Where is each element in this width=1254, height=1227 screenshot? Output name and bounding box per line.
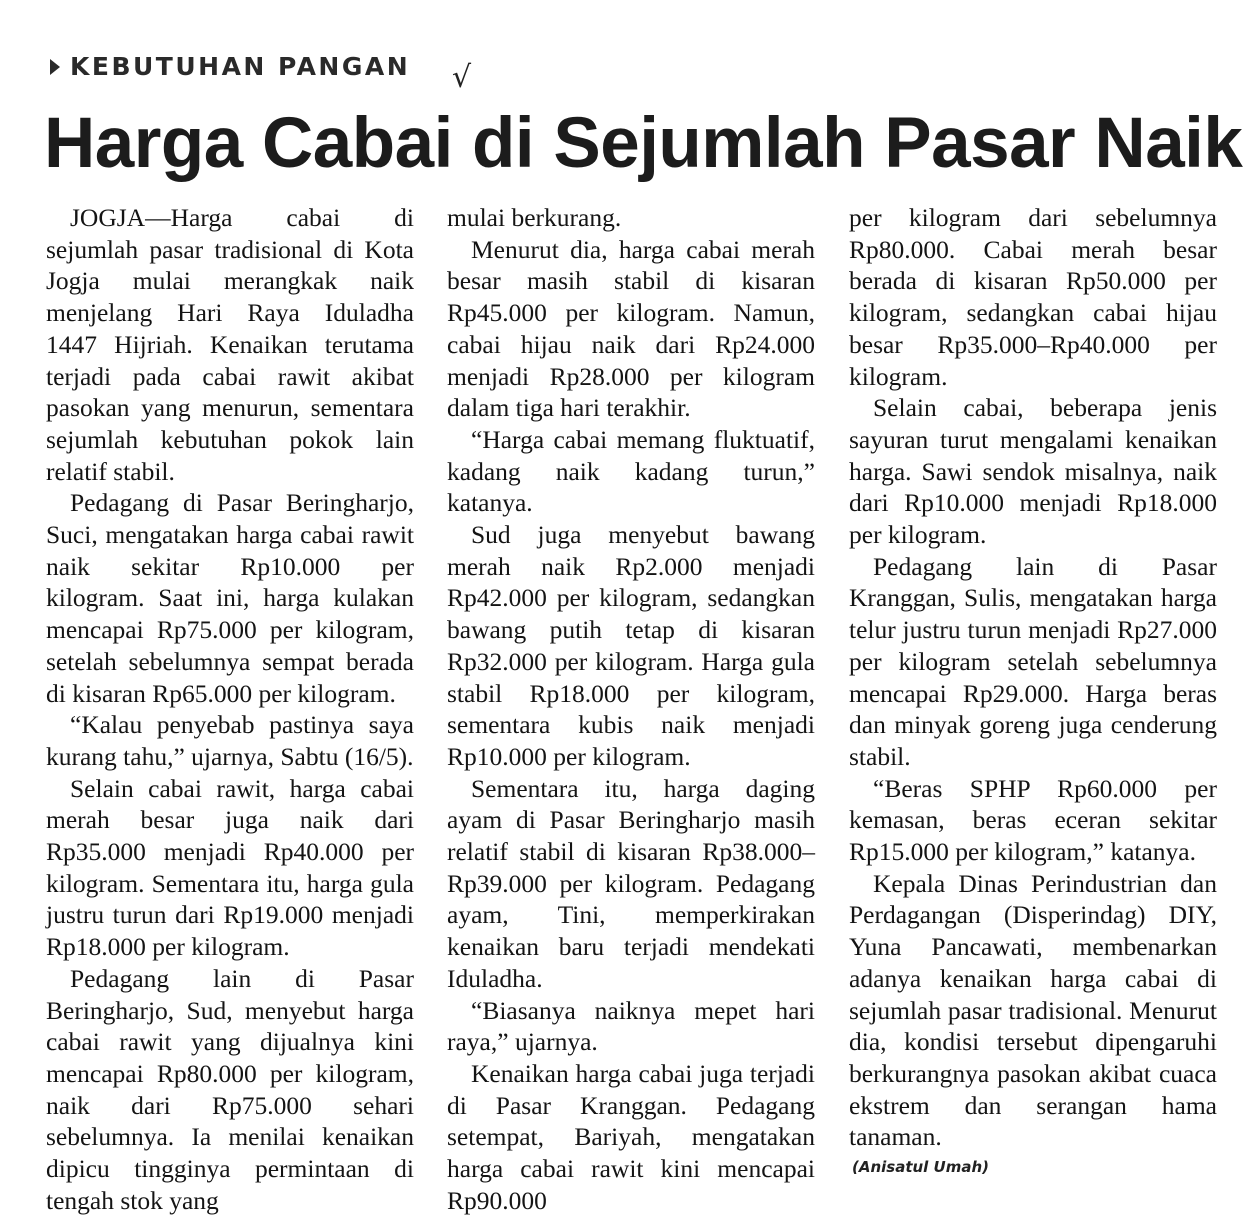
paragraph: “Biasanya naiknya mepet hari raya,” ujarnya. xyxy=(447,995,815,1057)
kicker-label: KEBUTUHAN PANGAN xyxy=(70,52,411,81)
paragraph: “Kalau penyebab pastinya saya kurang tahu,” ujarnya, Sabtu (16/5). xyxy=(46,710,414,771)
paragraph: Selain cabai rawit, harga cabai merah besar juga naik dari Rp35.000 menjadi Rp40.000 per kilogram. Sementara itu, harga gula justru turun dari Rp19.000 menjadi Rp18.000 per kilogram. xyxy=(46,773,414,962)
paragraph: “Beras SPHP Rp60.000 per kemasan, beras eceran sekitar Rp15.000 per kilogram,” katanya. xyxy=(849,773,1217,867)
handwritten-check-mark: √ xyxy=(452,60,472,95)
author-byline: (Anisatul Umah) xyxy=(852,1158,990,1176)
paragraph: Pedagang di Pasar Beringharjo, Suci, mengatakan harga cabai rawit naik sekitar Rp10.000 per kilogram. Saat ini, harga kulakan mencapai Rp75.000 per kilogram, setelah sebelumnya sempat berada di kisaran Rp65.000 per kilogram. xyxy=(46,488,414,708)
paragraph: mulai berkurang. xyxy=(447,203,622,232)
article-column-1 xyxy=(46,202,414,1217)
paragraph: Kenaikan harga cabai juga terjadi di Pasar Kranggan. Pedagang setempat, Bariyah, mengatakan harga cabai rawit kini mencapai Rp90.000 xyxy=(447,1058,815,1215)
article-column-3 xyxy=(849,202,1217,1153)
section-kicker xyxy=(50,52,410,81)
paragraph: Pedagang lain di Pasar Beringharjo, Sud, menyebut harga cabai rawit yang dijualnya kini mencapai Rp80.000 per kilogram, naik dari Rp75.000 sehari sebelumnya. Ia menilai kenaikan dipicu tingginya permintaan di tengah stok yang xyxy=(46,963,414,1215)
paragraph: Sud juga menyebut bawang merah naik Rp2.000 menjadi Rp42.000 per kilogram, sedangkan bawang putih tetap di kisaran Rp32.000 per kilogram. Harga gula stabil Rp18.000 per kilogram, sementara kubis naik menjadi Rp10.000 per kilogram. xyxy=(447,520,815,771)
paragraph: “Harga cabai memang fluktuatif, kadang naik kadang turun,” katanya. xyxy=(447,424,815,518)
paragraph: per kilogram dari sebelumnya Rp80.000. Cabai merah besar berada di kisaran Rp50.000 per kilogram, sedangkan cabai hijau besar Rp35.000–Rp40.000 per kilogram. xyxy=(849,203,1217,391)
paragraph: Sementara itu, harga daging ayam di Pasar Beringharjo masih relatif stabil di kisaran Rp38.000–Rp39.000 per kilogram. Pedagang ayam, Tini, memperkirakan kenaikan baru terjadi mendekati Iduladha. xyxy=(447,773,815,993)
paragraph: Kepala Dinas Perindustrian dan Perdagangan (Disperindag) DIY, Yuna Pancawati, membenarkan adanya kenaikan harga cabai di sejumlah pasar tradisional. Menurut dia, kondisi tersebut dipengaruhi berkurangnya pasokan akibat cuaca ekstrem dan serangan hama tanaman. xyxy=(849,868,1217,1152)
paragraph: Selain cabai, beberapa jenis sayuran turut mengalami kenaikan harga. Sawi sendok misalnya, naik dari Rp10.000 menjadi Rp18.000 per kilogram. xyxy=(849,393,1217,550)
article-column-2 xyxy=(447,202,815,1217)
paragraph: JOGJA—Harga cabai di sejumlah pasar tradisional di Kota Jogja mulai merangkak naik menjelang Hari Raya Iduladha 1447 Hijriah. Kenaikan terutama terjadi pada cabai rawit akibat pasokan yang menurun, sementara sejumlah kebutuhan pokok lain relatif stabil. xyxy=(46,203,414,486)
paragraph: Pedagang lain di Pasar Kranggan, Sulis, mengatakan harga telur justru turun menjadi Rp27.000 per kilogram setelah sebelumnya mencapai Rp29.000. Harga beras dan minyak goreng juga cenderung stabil. xyxy=(849,551,1217,771)
article-headline: Harga Cabai di Sejumlah Pasar Naik xyxy=(44,104,1243,183)
triangle-bullet-icon xyxy=(50,59,60,75)
paragraph: Menurut dia, harga cabai merah besar masih stabil di kisaran Rp45.000 per kilogram. Namun, cabai hijau naik dari Rp24.000 menjadi Rp28.000 per kilogram dalam tiga hari terakhir. xyxy=(447,234,815,423)
